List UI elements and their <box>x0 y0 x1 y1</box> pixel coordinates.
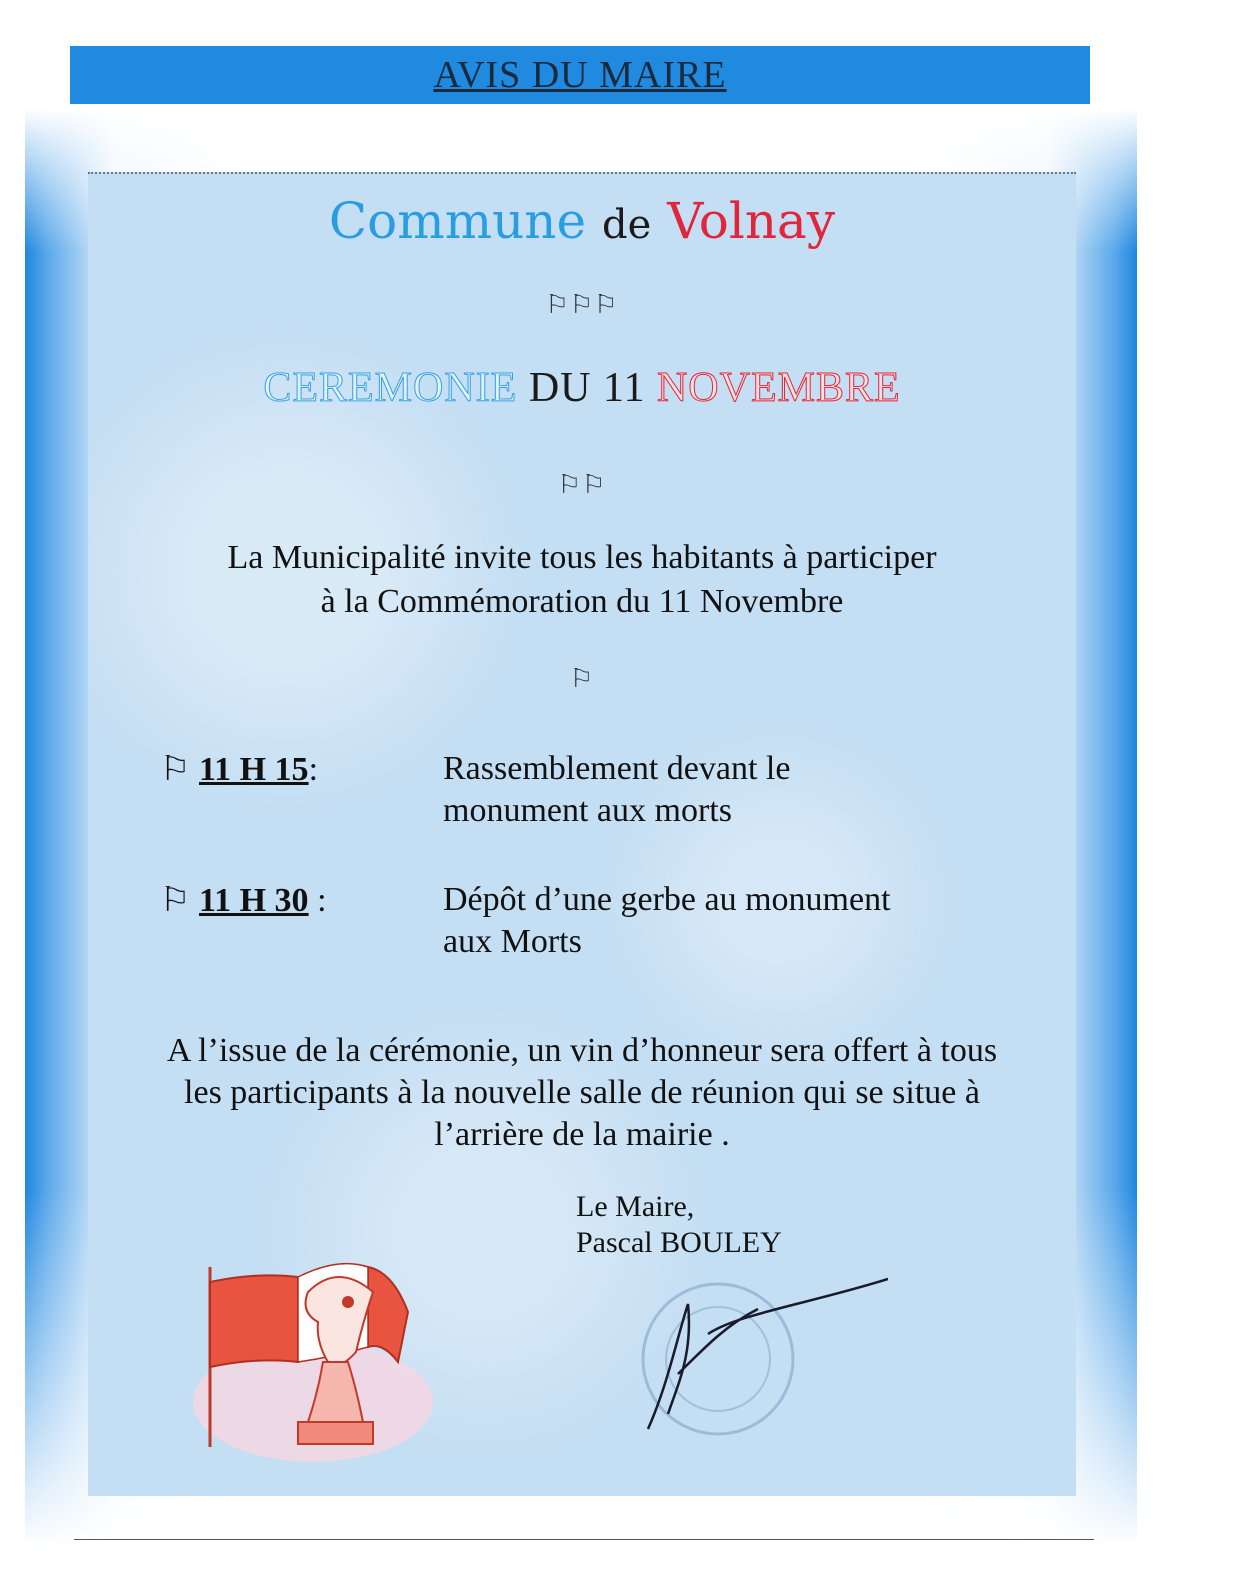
time-value: 11 H 15 <box>198 751 309 788</box>
desc-line: Dépôt d’une gerbe au monument <box>443 881 891 918</box>
ceremony-date: DU 11 <box>528 365 646 411</box>
intro-line: à la Commémoration du 11 Novembre <box>320 583 844 620</box>
signature-block <box>576 1189 782 1261</box>
closing-line: les participants à la nouvelle salle de réunion qui se situe à <box>184 1074 980 1111</box>
intro-text <box>88 536 1076 624</box>
desc-line: Rassemblement devant le <box>443 750 791 787</box>
banner <box>70 46 1090 104</box>
commune-de: de <box>602 202 652 248</box>
closing-line: A l’issue de la cérémonie, un vin d’honneur sera offert à tous <box>166 1032 998 1069</box>
schedule-time <box>160 879 327 922</box>
flag-bullet-icon: ⚐ <box>160 880 191 920</box>
commune-title <box>88 192 1076 250</box>
schedule-desc <box>443 748 1003 832</box>
flag-ornament-icon: ⚐⚐⚐ <box>545 290 619 320</box>
flag-ornament-icon: ⚐⚐ <box>557 470 607 500</box>
time-sep: : <box>308 882 327 919</box>
flag-ornament-icon: ⚐ <box>569 664 595 694</box>
closing-line: l’arrière de la mairie . <box>434 1116 730 1153</box>
commune-word: Commune <box>328 192 587 250</box>
flag-bullet-icon: ⚐ <box>160 749 191 789</box>
bottom-divider <box>74 1539 1094 1540</box>
signature-title: Le Maire, <box>576 1190 695 1223</box>
commune-name: Volnay <box>667 192 836 250</box>
ceremony-month: NOVEMBRE <box>656 365 901 411</box>
mayor-signature-stamp <box>608 1264 888 1444</box>
marianne-flag-icon <box>188 1262 438 1462</box>
time-sep: : <box>308 751 319 788</box>
desc-line: monument aux morts <box>443 792 732 829</box>
desc-line: aux Morts <box>443 923 582 960</box>
closing-text <box>88 1030 1076 1156</box>
time-value: 11 H 30 <box>198 882 309 919</box>
schedule-desc <box>443 879 1003 963</box>
ceremony-title <box>88 364 1076 412</box>
notice-panel <box>88 172 1076 1496</box>
schedule-time <box>160 748 318 791</box>
ceremony-word: CEREMONIE <box>263 365 518 411</box>
intro-line: La Municipalité invite tous les habitants à participer <box>227 539 937 576</box>
banner-title: AVIS DU MAIRE <box>433 54 727 96</box>
signature-name: Pascal BOULEY <box>576 1226 782 1259</box>
